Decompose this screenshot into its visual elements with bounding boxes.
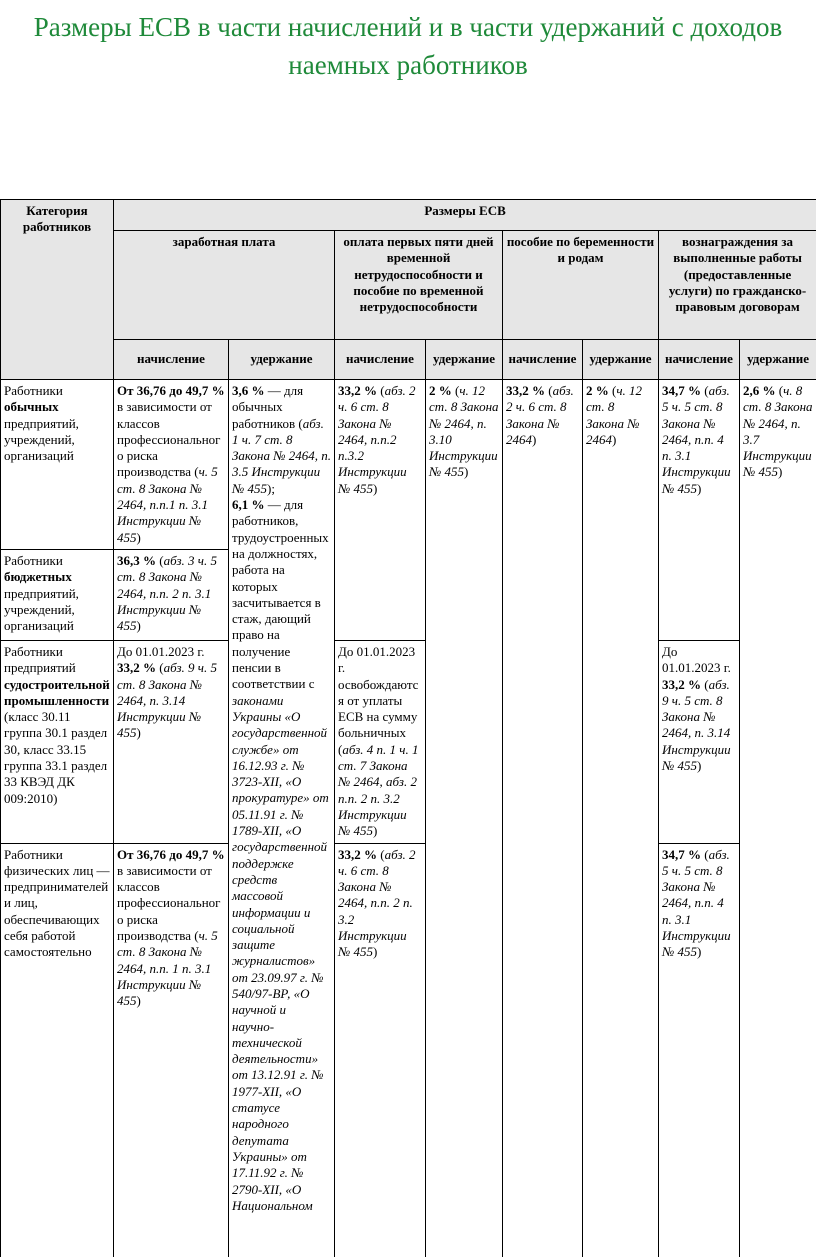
text-run: 2 %: [586, 383, 609, 398]
text-run: До 01.01.2023 г. освобождаются от уплаты ЕСВ на сумму больничных (: [338, 644, 418, 757]
shipbuilding-contract-accrual: [659, 640, 740, 843]
entrepreneur-contract-accrual: [659, 843, 740, 1257]
text-run: (: [156, 660, 164, 675]
text-run: 34,7 %: [662, 847, 701, 862]
text-run: (: [377, 847, 385, 862]
text-run: судостроительной промышленности: [4, 677, 110, 708]
text-run: );: [267, 481, 275, 496]
subheader-accrual: начисление: [503, 340, 583, 380]
category-regular-workers: [1, 380, 114, 550]
regular-salary-accrual: [114, 380, 229, 550]
sick-leave-deduction: [426, 380, 503, 1257]
text-run: (: [377, 383, 385, 398]
text-run: в зависимости от классов профессионального риска производства (: [117, 863, 221, 943]
text-run: (: [452, 383, 460, 398]
shipbuilding-salary-accrual: [114, 640, 229, 843]
text-run: абз. 9 ч. 5 ст. 8 Закона № 2464, п. 3.14 Инструкции № 455: [662, 677, 731, 773]
budget-salary-accrual: [114, 549, 229, 640]
header-civil-contracts: вознаграждения за выполненные работы (предоставленные услуги) по гражданско-правовым договорам: [659, 231, 816, 340]
maternity-deduction: [583, 380, 659, 1257]
text-run: (: [701, 383, 709, 398]
entrepreneur-sick-leave-accrual: [335, 843, 426, 1257]
text-run: — для работников, трудоустроенных на должностях, работа на которых засчитывается в стаж, дающий право на получение пенсии в соответствии с: [232, 497, 329, 691]
salary-deduction: [229, 380, 335, 1257]
text-run: 33,2 %: [117, 660, 156, 675]
text-run: Работники: [4, 553, 63, 568]
text-run: абз. 2 ч. 6 ст. 8 Закона № 2464, п.п.2 п.3.2 Инструкции № 455: [338, 383, 416, 496]
text-run: (: [545, 383, 553, 398]
text-run: абз. 9 ч. 5 ст. 8 Закона № 2464, п. 3.14 Инструкции № 455: [117, 660, 217, 740]
subheader-deduction: удержание: [740, 340, 816, 380]
text-run: ): [137, 530, 141, 545]
text-run: ): [532, 432, 536, 447]
text-run: предприятий, учреждений, организаций: [4, 586, 79, 634]
subheader-accrual: начисление: [114, 340, 229, 380]
text-run: ): [373, 823, 377, 838]
subheader-deduction: удержание: [229, 340, 335, 380]
text-run: ): [137, 993, 141, 1008]
text-run: ): [373, 944, 377, 959]
esv-rates-table: [0, 199, 816, 1257]
contract-deduction: [740, 380, 816, 1257]
subheader-deduction: удержание: [426, 340, 503, 380]
text-run: ч. 12 ст. 8 Закона № 2464, п. 3.10 Инструкции № 455: [429, 383, 499, 479]
header-sick-leave: оплата первых пяти дней временной нетрудоспособности и пособие по временной нетрудоспособности: [335, 231, 503, 340]
text-run: — для обычных работников (: [232, 383, 303, 431]
category-individual-entrepreneur-workers: [1, 843, 114, 1257]
text-run: Работники предприятий: [4, 644, 76, 675]
text-run: предприятий, учреждений, организаций: [4, 416, 79, 464]
text-run: ): [778, 464, 782, 479]
text-run: абз. 3 ч. 5 ст. 8 Закона № 2464, п.п. 2 п. 3.1 Инструкции № 455: [117, 553, 217, 633]
text-run: 33,2 %: [338, 383, 377, 398]
text-run: (класс 30.11 группа 30.1 раздел 30, класс 33.15 группа 33.1 раздел 33 КВЭД ДК 009:2010): [4, 709, 107, 805]
text-run: абз. 5 ч. 5 ст. 8 Закона № 2464, п.п. 4 п. 3.1 Инструкции № 455: [662, 847, 731, 960]
text-run: (: [776, 383, 784, 398]
text-run: ): [697, 481, 701, 496]
text-run: абз. 2 ч. 6 ст. 8 Закона № 2464: [506, 383, 574, 447]
text-run: 2 %: [429, 383, 452, 398]
regular-sick-leave-accrual: [335, 380, 426, 641]
text-run: (: [609, 383, 617, 398]
text-run: бюджетных: [4, 569, 72, 584]
text-run: абз. 2 ч. 6 ст. 8 Закона № 2464, п.п. 2 п. 3.2 Инструкции № 455: [338, 847, 416, 960]
text-run: Работники: [4, 383, 63, 398]
text-run: 33,2 %: [338, 847, 377, 862]
entrepreneur-salary-accrual: [114, 843, 229, 1257]
header-esv-sizes: Размеры ЕСВ: [114, 200, 816, 231]
header-category: Категория работников: [1, 200, 114, 380]
text-run: До 01.01.2023 г.: [117, 644, 204, 659]
text-run: ч. 5 ст. 8 Закона № 2464, п.п. 1 п. 3.1 Инструкции № 455: [117, 928, 218, 1008]
text-run: От 36,76 до 49,7 %: [117, 383, 225, 398]
category-budget-workers: [1, 549, 114, 640]
text-run: (: [156, 553, 164, 568]
text-run: 3,6 %: [232, 383, 265, 398]
text-run: (: [701, 847, 709, 862]
text-run: законами Украины «О государственной службе» от 16.12.93 г. № 3723-XII, «О прокуратуре» от 05.11.91 г. № 1789-XII, «О государственной поддержке средств массовой информации и социальной защите журналистов» от 23.09.97 г. № 540/97-ВР, «О научной и научно-технической деятельности» от 13.12.91 г. № 1977-XII, «О статусе народного депутата Украины» от 17.11.92 г. № 2790-XII, «О Национальном: [232, 693, 329, 1213]
text-run: обычных: [4, 399, 59, 414]
text-run: От 36,76 до 49,7 %: [117, 847, 225, 862]
text-run: 34,7 %: [662, 383, 701, 398]
subheader-accrual: начисление: [659, 340, 740, 380]
shipbuilding-sick-leave-accrual: [335, 640, 426, 843]
text-run: ): [612, 432, 616, 447]
text-run: Работники физических лиц — предпринимателей и лиц, обеспечивающих себя работой самостоятельно: [4, 847, 110, 960]
regular-contract-accrual: [659, 380, 740, 641]
text-run: абз. 5 ч. 5 ст. 8 Закона № 2464, п.п. 4 п. 3.1 Инструкции № 455: [662, 383, 731, 496]
header-maternity: пособие по беременности и родам: [503, 231, 659, 340]
text-run: ч. 5 ст. 8 Закона № 2464, п.п.1 п. 3.1 Инструкции № 455: [117, 464, 218, 544]
header-salary: заработная плата: [114, 231, 335, 340]
text-run: ): [137, 618, 141, 633]
page-title: Размеры ЕСВ в части начислений и в части удержаний с доходов наемных работников: [0, 8, 816, 84]
text-run: 2,6 %: [743, 383, 776, 398]
text-run: в зависимости от классов профессионального риска производства (: [117, 399, 221, 479]
text-run: 36,3 %: [117, 553, 156, 568]
text-run: (: [701, 677, 709, 692]
text-run: ): [137, 725, 141, 740]
text-run: 6,1 %: [232, 497, 265, 512]
text-run: ): [697, 758, 701, 773]
text-run: абз. 4 п. 1 ч. 1 ст. 7 Закона № 2464, абз. 2 п.п. 2 п. 3.2 Инструкции № 455: [338, 742, 418, 838]
text-run: До 01.01.2023 г.: [662, 644, 731, 675]
maternity-accrual: [503, 380, 583, 1257]
text-run: 33,2 %: [506, 383, 545, 398]
category-shipbuilding-workers: [1, 640, 114, 843]
subheader-accrual: начисление: [335, 340, 426, 380]
text-run: ч. 12 ст. 8 Закона № 2464: [586, 383, 642, 447]
text-run: 33,2 %: [662, 677, 701, 692]
text-run: ): [464, 464, 468, 479]
text-run: ): [373, 481, 377, 496]
text-run: абз. 1 ч. 7 ст. 8 Закона № 2464, п. 3.5 Инструкции № 455: [232, 416, 331, 496]
text-run: ): [697, 944, 701, 959]
subheader-deduction: удержание: [583, 340, 659, 380]
text-run: ч. 8 ст. 8 Закона № 2464, п. 3.7 Инструкции № 455: [743, 383, 813, 479]
